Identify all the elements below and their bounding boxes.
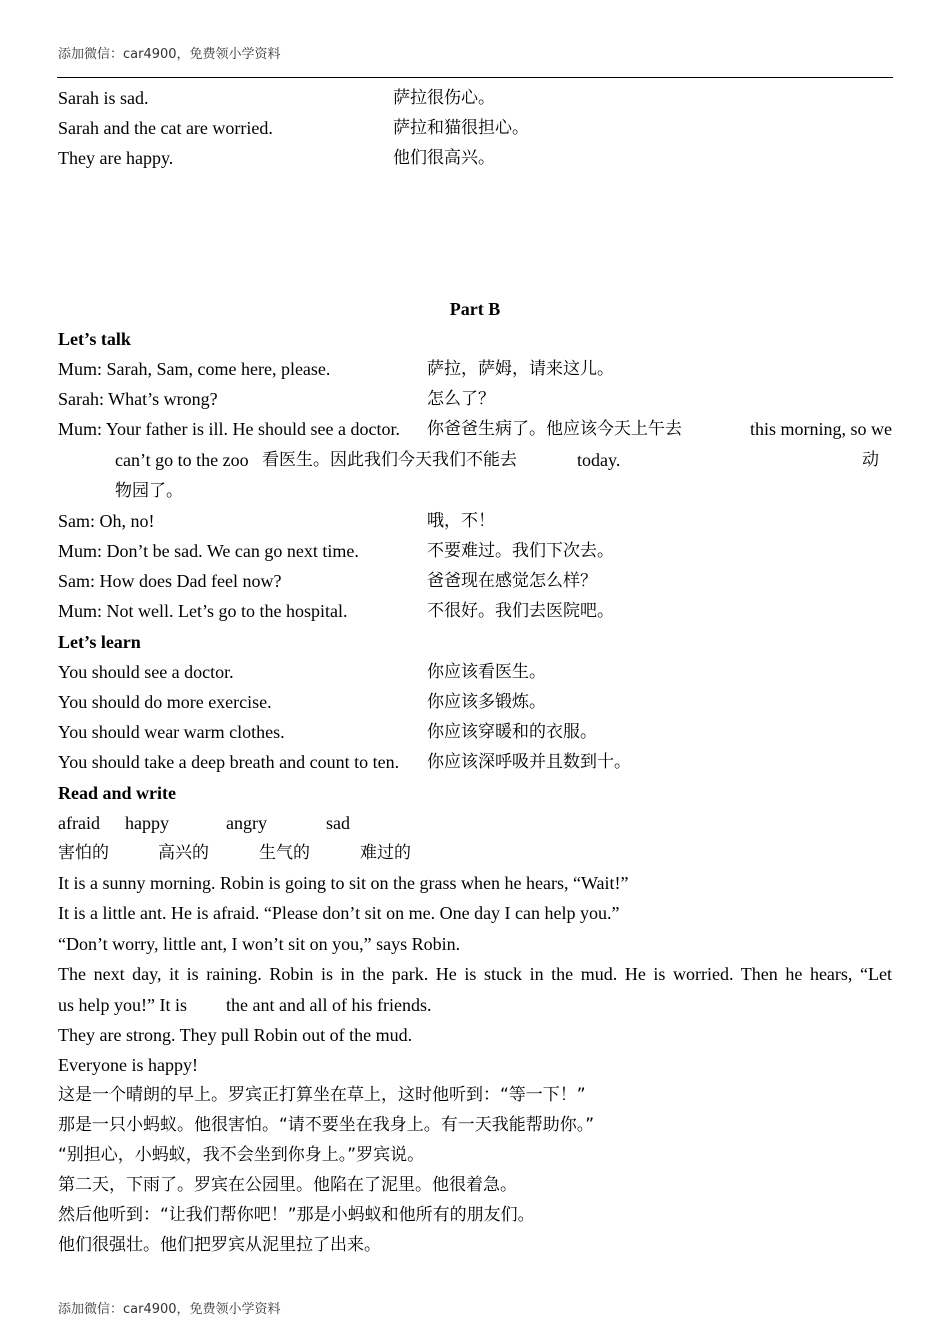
talk-mixed-l2-en2: today. — [577, 450, 621, 470]
story-line-6: They are strong. They pull Robin out of the mud. — [58, 1025, 413, 1045]
story-line-4: The next day, it is raining. Robin is in the park. He is stuck in the mud. He is worried. Then he hears, “Let — [58, 964, 892, 984]
word-en-angry: angry — [226, 813, 267, 833]
learn-en-2: You should do more exercise. — [58, 692, 272, 712]
talk-zh-6: 不很好。我们去医院吧。 — [427, 601, 614, 621]
talk-zh-5: 爸爸现在感觉怎么样？ — [427, 571, 597, 591]
word-zh-afraid: 害怕的 — [58, 843, 109, 863]
word-en-sad: sad — [326, 813, 350, 833]
talk-zh-3: 哦，不！ — [427, 511, 495, 531]
learn-heading: Let’s learn — [58, 632, 141, 652]
intro-zh-2: 萨拉和猫很担心。 — [393, 118, 529, 138]
part-title: Part B — [449, 299, 501, 319]
story-line-5a: us help you!” It is — [58, 995, 187, 1015]
learn-zh-3: 你应该穿暖和的衣服。 — [427, 722, 597, 742]
intro-en-3: They are happy. — [58, 148, 174, 168]
learn-zh-1: 你应该看医生。 — [427, 662, 546, 682]
story-line-7: Everyone is happy! — [58, 1055, 198, 1075]
talk-zh-2: 怎么了？ — [427, 389, 495, 409]
story-zh-4: 第二天，下雨了。罗宾在公园里。他陷在了泥里。他很着急。 — [58, 1175, 517, 1195]
talk-en-6: Mum: Not well. Let’s go to the hospital. — [58, 601, 348, 621]
story-zh-2: 那是一只小蚂蚁。他很害怕。“请不要坐在我身上。有一天我能帮助你。” — [58, 1115, 595, 1135]
talk-en-3: Sam: Oh, no! — [58, 511, 155, 531]
learn-zh-2: 你应该多锻炼。 — [427, 692, 546, 712]
learn-en-4: You should take a deep breath and count to ten. — [58, 752, 400, 772]
intro-zh-3: 他们很高兴。 — [393, 148, 495, 168]
page-header: 添加微信：car4900，免费领小学资料 — [58, 47, 281, 62]
learn-zh-4: 你应该深呼吸并且数到十。 — [427, 752, 631, 772]
talk-en-2: Sarah: What’s wrong? — [58, 389, 218, 409]
header-divider — [57, 77, 893, 78]
word-en-happy: happy — [125, 813, 169, 833]
story-zh-3: “别担心，小蚂蚁，我不会坐到你身上。”罗宾说。 — [58, 1145, 425, 1165]
talk-zh-1: 萨拉，萨姆，请来这儿。 — [427, 359, 614, 379]
talk-zh-4: 不要难过。我们下次去。 — [427, 541, 614, 561]
story-line-3: “Don’t worry, little ant, I won’t sit on you,” says Robin. — [58, 934, 461, 954]
talk-mixed-l2-en: can’t go to the zoo — [115, 450, 249, 470]
talk-en-4: Mum: Don’t be sad. We can go next time. — [58, 541, 359, 561]
learn-en-1: You should see a doctor. — [58, 662, 234, 682]
story-line-5b: the ant and all of his friends. — [226, 995, 432, 1015]
word-en-afraid: afraid — [58, 813, 100, 833]
talk-heading: Let’s talk — [58, 329, 131, 349]
talk-mixed-l1-en2: this morning, so we — [750, 419, 892, 439]
page-footer: 添加微信：car4900，免费领小学资料 — [58, 1302, 281, 1317]
story-zh-6: 他们很强壮。他们把罗宾从泥里拉了出来。 — [58, 1235, 381, 1255]
word-zh-happy: 高兴的 — [158, 843, 209, 863]
word-zh-sad: 难过的 — [360, 843, 411, 863]
word-zh-angry: 生气的 — [259, 843, 310, 863]
story-line-1: It is a sunny morning. Robin is going to sit on the grass when he hears, “Wait!” — [58, 873, 629, 893]
intro-en-2: Sarah and the cat are worried. — [58, 118, 273, 138]
talk-mixed-l1-en: Mum: Your father is ill. He should see a doctor. — [58, 419, 400, 439]
talk-mixed-l2-zh2: 动 — [862, 450, 879, 470]
talk-mixed-l2-zh: 看医生。因此我们今天我们不能去 — [262, 450, 517, 470]
story-zh-1: 这是一个晴朗的早上。罗宾正打算坐在草上，这时他听到：“等一下！” — [58, 1085, 586, 1105]
talk-mixed-l3-zh: 物园了。 — [115, 481, 183, 501]
talk-mixed-l1-zh: 你爸爸生病了。他应该今天上午去 — [427, 419, 682, 439]
intro-en-1: Sarah is sad. — [58, 88, 149, 108]
story-line-2: It is a little ant. He is afraid. “Please don’t sit on me. One day I can help you.” — [58, 903, 620, 923]
learn-en-3: You should wear warm clothes. — [58, 722, 285, 742]
story-zh-5: 然后他听到：“让我们帮你吧！”那是小蚂蚁和他所有的朋友们。 — [58, 1205, 535, 1225]
read-write-heading: Read and write — [58, 783, 176, 803]
intro-zh-1: 萨拉很伤心。 — [393, 88, 495, 108]
talk-en-5: Sam: How does Dad feel now? — [58, 571, 282, 591]
talk-en-1: Mum: Sarah, Sam, come here, please. — [58, 359, 331, 379]
